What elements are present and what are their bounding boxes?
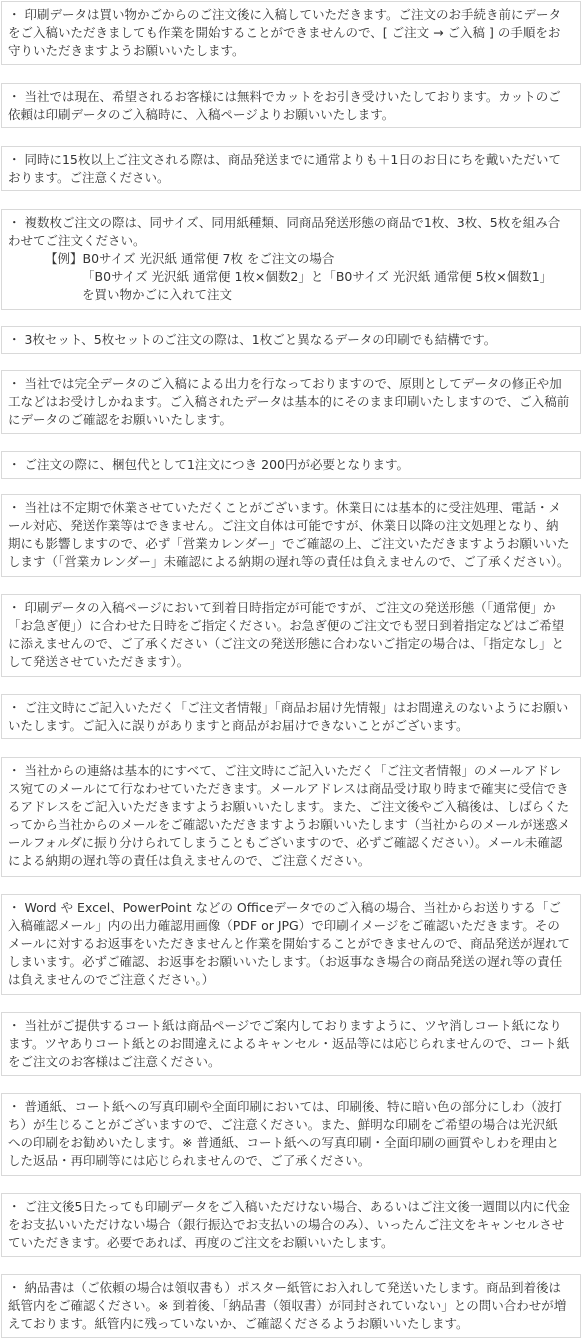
notice-text: ・ 当社からの連絡は基本的にすべて、ご注文時にご記入いただく「ご注文者情報」のメールアドレス宛てのメールにて行なわせていただきます。メールアドレスは商品受け取り時まで確実に受信できるアドレスをご記入いただきますようお願いいたします。また、ご注文後やご入稿後は、しばらくたってから当社からのメールをご確認いただきますようお願いいたします（当社からのメールが迷惑メールフォルダに振り分けられてしまうこともございますので、必ずご確認ください）。メール未確認による納期の遅れ等の責任は負えませんので、ご注意ください。 [8,763,571,868]
notice-item [1,209,581,310]
notice-item [1,1274,581,1338]
notice-text: ・ 当社では現在、希望されるお客様には無料でカットをお引き受けいたしております。カットのご依頼は印刷データのご入稿時に、入稿ページよりお願いいたします。 [8,89,561,122]
example-block [8,250,570,304]
notice-text: ・ 普通紙、コート紙への写真印刷や全面印刷においては、印刷後、特に暗い色の部分にしわ（波打ち）が生じることがございますので、ご注意ください。また、鮮明な印刷をご希望の場合は光沢紙への印刷をお勧めいたします。※ 普通紙、コート紙への写真印刷・全面印刷の画質やしわを理由とした返品・再印刷等には応じられませんので、ご了承ください。 [8,1099,562,1168]
notice-item [1,894,581,995]
example-line: 【例】B0サイズ 光沢紙 通常便 7枚 をご注文の場合 [45,251,335,266]
notice-item [1,451,581,479]
notice-item [1,494,581,577]
notice-item [1,1012,581,1076]
notice-text: ・ 3枚セット、5枚セットのご注文の際は、1枚ごと異なるデータの印刷でも結構です。 [8,332,497,347]
example-line: を買い物かごに入れて注文 [82,287,233,302]
notice-item [1,1,581,65]
notice-text: ・ 当社がご提供するコート紙は商品ページでご案内しておりますように、ツヤ消しコート紙になります。ツヤありコート紙とのお間違えによるキャンセル・返品等には応じられませんので、コート紙をご注文のお客様はご注意ください。 [8,1018,570,1069]
notice-text: ・ Word や Excel、PowerPoint などの Officeデータでのご入稿の場合、当社からお送りする「ご入稿確認メール」内の出力確認用画像（PDF or JPG）で印刷イメージをご確認いただきます。そのメールに対するお返事をいただきませんと作業を開始することができませんので、商品発送が遅れてしまいます。必ずご確認、お返事をお願いいたします。（お返事なき場合の商品発送の遅れ等の責任は負えませんのでご注意ください。） [8,900,571,987]
example-line: 「B0サイズ 光沢紙 通常便 1枚×個数2」と「B0サイズ 光沢紙 通常便 5枚×個数1」 [82,269,553,284]
notice-item [1,146,581,191]
notice-item [1,370,581,434]
notice-text: ・ 同時に15枚以上ご注文される際は、商品発送までに通常よりも＋1日のお日にちを戴いただいております。ご注意ください。 [8,152,561,185]
notice-item [1,757,581,877]
notice-text: ・ 当社は不定期で休業させていただくことがございます。休業日には基本的に受注処理、電話・メール対応、発送作業等はできません。ご注文自体は可能ですが、休業日以降の注文処理となり、納期にも影響しますので、必ず「営業カレンダー」でご確認の上、ご注文いただきますようお願いいたします（「営業カレンダー」未確認による納期の遅れ等の責任は負えませんので、ご了承ください）。 [8,500,570,569]
notice-text: ・ 納品書は（ご依頼の場合は領収書も）ポスター紙管にお入れして発送いたします。商品到着後は紙管内をご確認ください。※ 到着後、「納品書（領収書）が同封されていない」との問い合わせが増えております。紙管内に残っていないか、ご確認くださるようお願いいたします。 [8,1280,567,1331]
notice-item [1,594,581,677]
notice-text: ・ ご注文後5日たっても印刷データをご入稿いただけない場合、あるいはご注文後一週間以内に代金をお支払いいただけない場合（銀行振込でお支払いの場合のみ）、いったんご注文をキャンセルさせていただきます。必要であれば、再度のご注文をお願いいたします。 [8,1199,570,1250]
notice-item [1,83,581,128]
notice-text: ・ 印刷データの入稿ページにおいて到着日時指定が可能ですが、ご注文の発送形態（「通常便」か「お急ぎ便」）に合わせた日時をご指定ください。お急ぎ便のご注文でも翌日到着指定などはご希望に添えませんので、ご了承ください（ご注文の発送形態に合わないご指定の場合は、「指定なし」として発送させていただきます）。 [8,600,565,669]
notice-text: ・ ご注文時にご記入いただく「ご注文者情報」「商品お届け先情報」はお間違えのないようにお願いいたします。ご記入に誤りがありますと商品がお届けできないことがございます。 [8,700,569,733]
notice-text: ・ 複数枚ご注文の際は、同サイズ、同用紙種類、同商品発送形態の商品で1枚、3枚、5枚を組み合わせてご注文ください。 [8,215,561,248]
notice-text: ・ 印刷データは買い物かごからのご注文後に入稿していただきます。ご注文のお手続き前にデータをご入稿いただきましても作業を開始することができませんので、[ ご注文 → ご入稿 ] の手順をお守りいただきますようお願いいたします。 [8,7,561,58]
notice-item [1,326,581,354]
notice-item [1,1093,581,1176]
notice-item [1,694,581,739]
notice-item [1,1193,581,1257]
notice-text: ・ ご注文の際に、梱包代として1注文につき 200円が必要となります。 [8,457,410,472]
notice-text: ・ 当社では完全データのご入稿による出力を行なっておりますので、原則としてデータの修正や加工などはお受けしかねます。ご入稿されたデータは基本的にそのまま印刷いたしますので、ご入稿前にデータのご確認をお願いいたします。 [8,376,570,427]
